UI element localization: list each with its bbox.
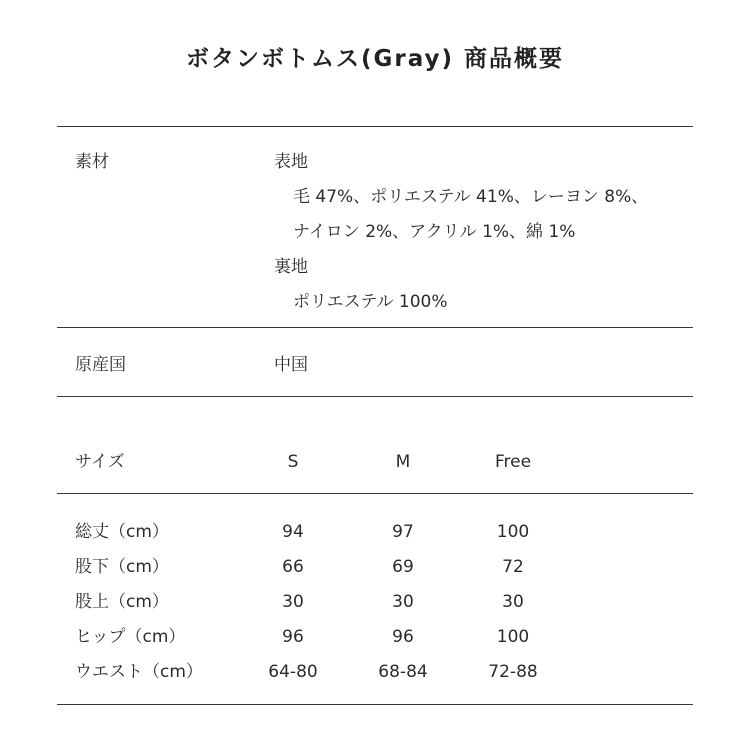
size-header-m: M	[395, 452, 411, 472]
lining-label: 裏地	[274, 257, 308, 277]
divider-top	[57, 126, 693, 127]
material-label: 素材	[75, 152, 109, 172]
divider-material	[57, 327, 693, 328]
cell-waist-free: 72-88	[488, 662, 538, 682]
outer-fabric-composition-line1: 毛 47%、ポリエステル 41%、レーヨン 8%、	[293, 187, 649, 207]
lining-composition: ポリエステル 100%	[293, 292, 448, 312]
outer-fabric-composition-line2: ナイロン 2%、アクリル 1%、綿 1%	[293, 222, 576, 242]
cell-hip-s: 96	[282, 627, 304, 647]
cell-waist-s: 64-80	[268, 662, 318, 682]
cell-inseam-free: 72	[502, 557, 524, 577]
cell-hip-m: 96	[392, 627, 414, 647]
size-header-label: サイズ	[75, 452, 125, 472]
divider-bottom	[57, 704, 693, 705]
origin-label: 原産国	[75, 355, 126, 375]
page-title: ボタンボトムス(Gray) 商品概要	[185, 46, 565, 72]
cell-rise-free: 30	[502, 592, 524, 612]
cell-total-length-free: 100	[496, 522, 530, 542]
cell-total-length-m: 97	[392, 522, 414, 542]
row-label-hip: ヒップ（cm）	[75, 627, 186, 647]
origin-value: 中国	[274, 355, 308, 375]
cell-rise-m: 30	[392, 592, 414, 612]
row-label-inseam: 股下（cm）	[75, 557, 169, 577]
outer-fabric-label: 表地	[274, 152, 308, 172]
row-label-waist: ウエスト（cm）	[75, 662, 203, 682]
cell-inseam-m: 69	[392, 557, 414, 577]
cell-inseam-s: 66	[282, 557, 304, 577]
row-label-total-length: 総丈（cm）	[75, 522, 169, 542]
cell-rise-s: 30	[282, 592, 304, 612]
cell-total-length-s: 94	[282, 522, 304, 542]
size-header-free: Free	[494, 452, 532, 472]
divider-origin	[57, 396, 693, 397]
cell-hip-free: 100	[496, 627, 530, 647]
divider-size-header	[57, 493, 693, 494]
cell-waist-m: 68-84	[378, 662, 428, 682]
row-label-rise: 股上（cm）	[75, 592, 169, 612]
size-header-s: S	[287, 452, 299, 472]
